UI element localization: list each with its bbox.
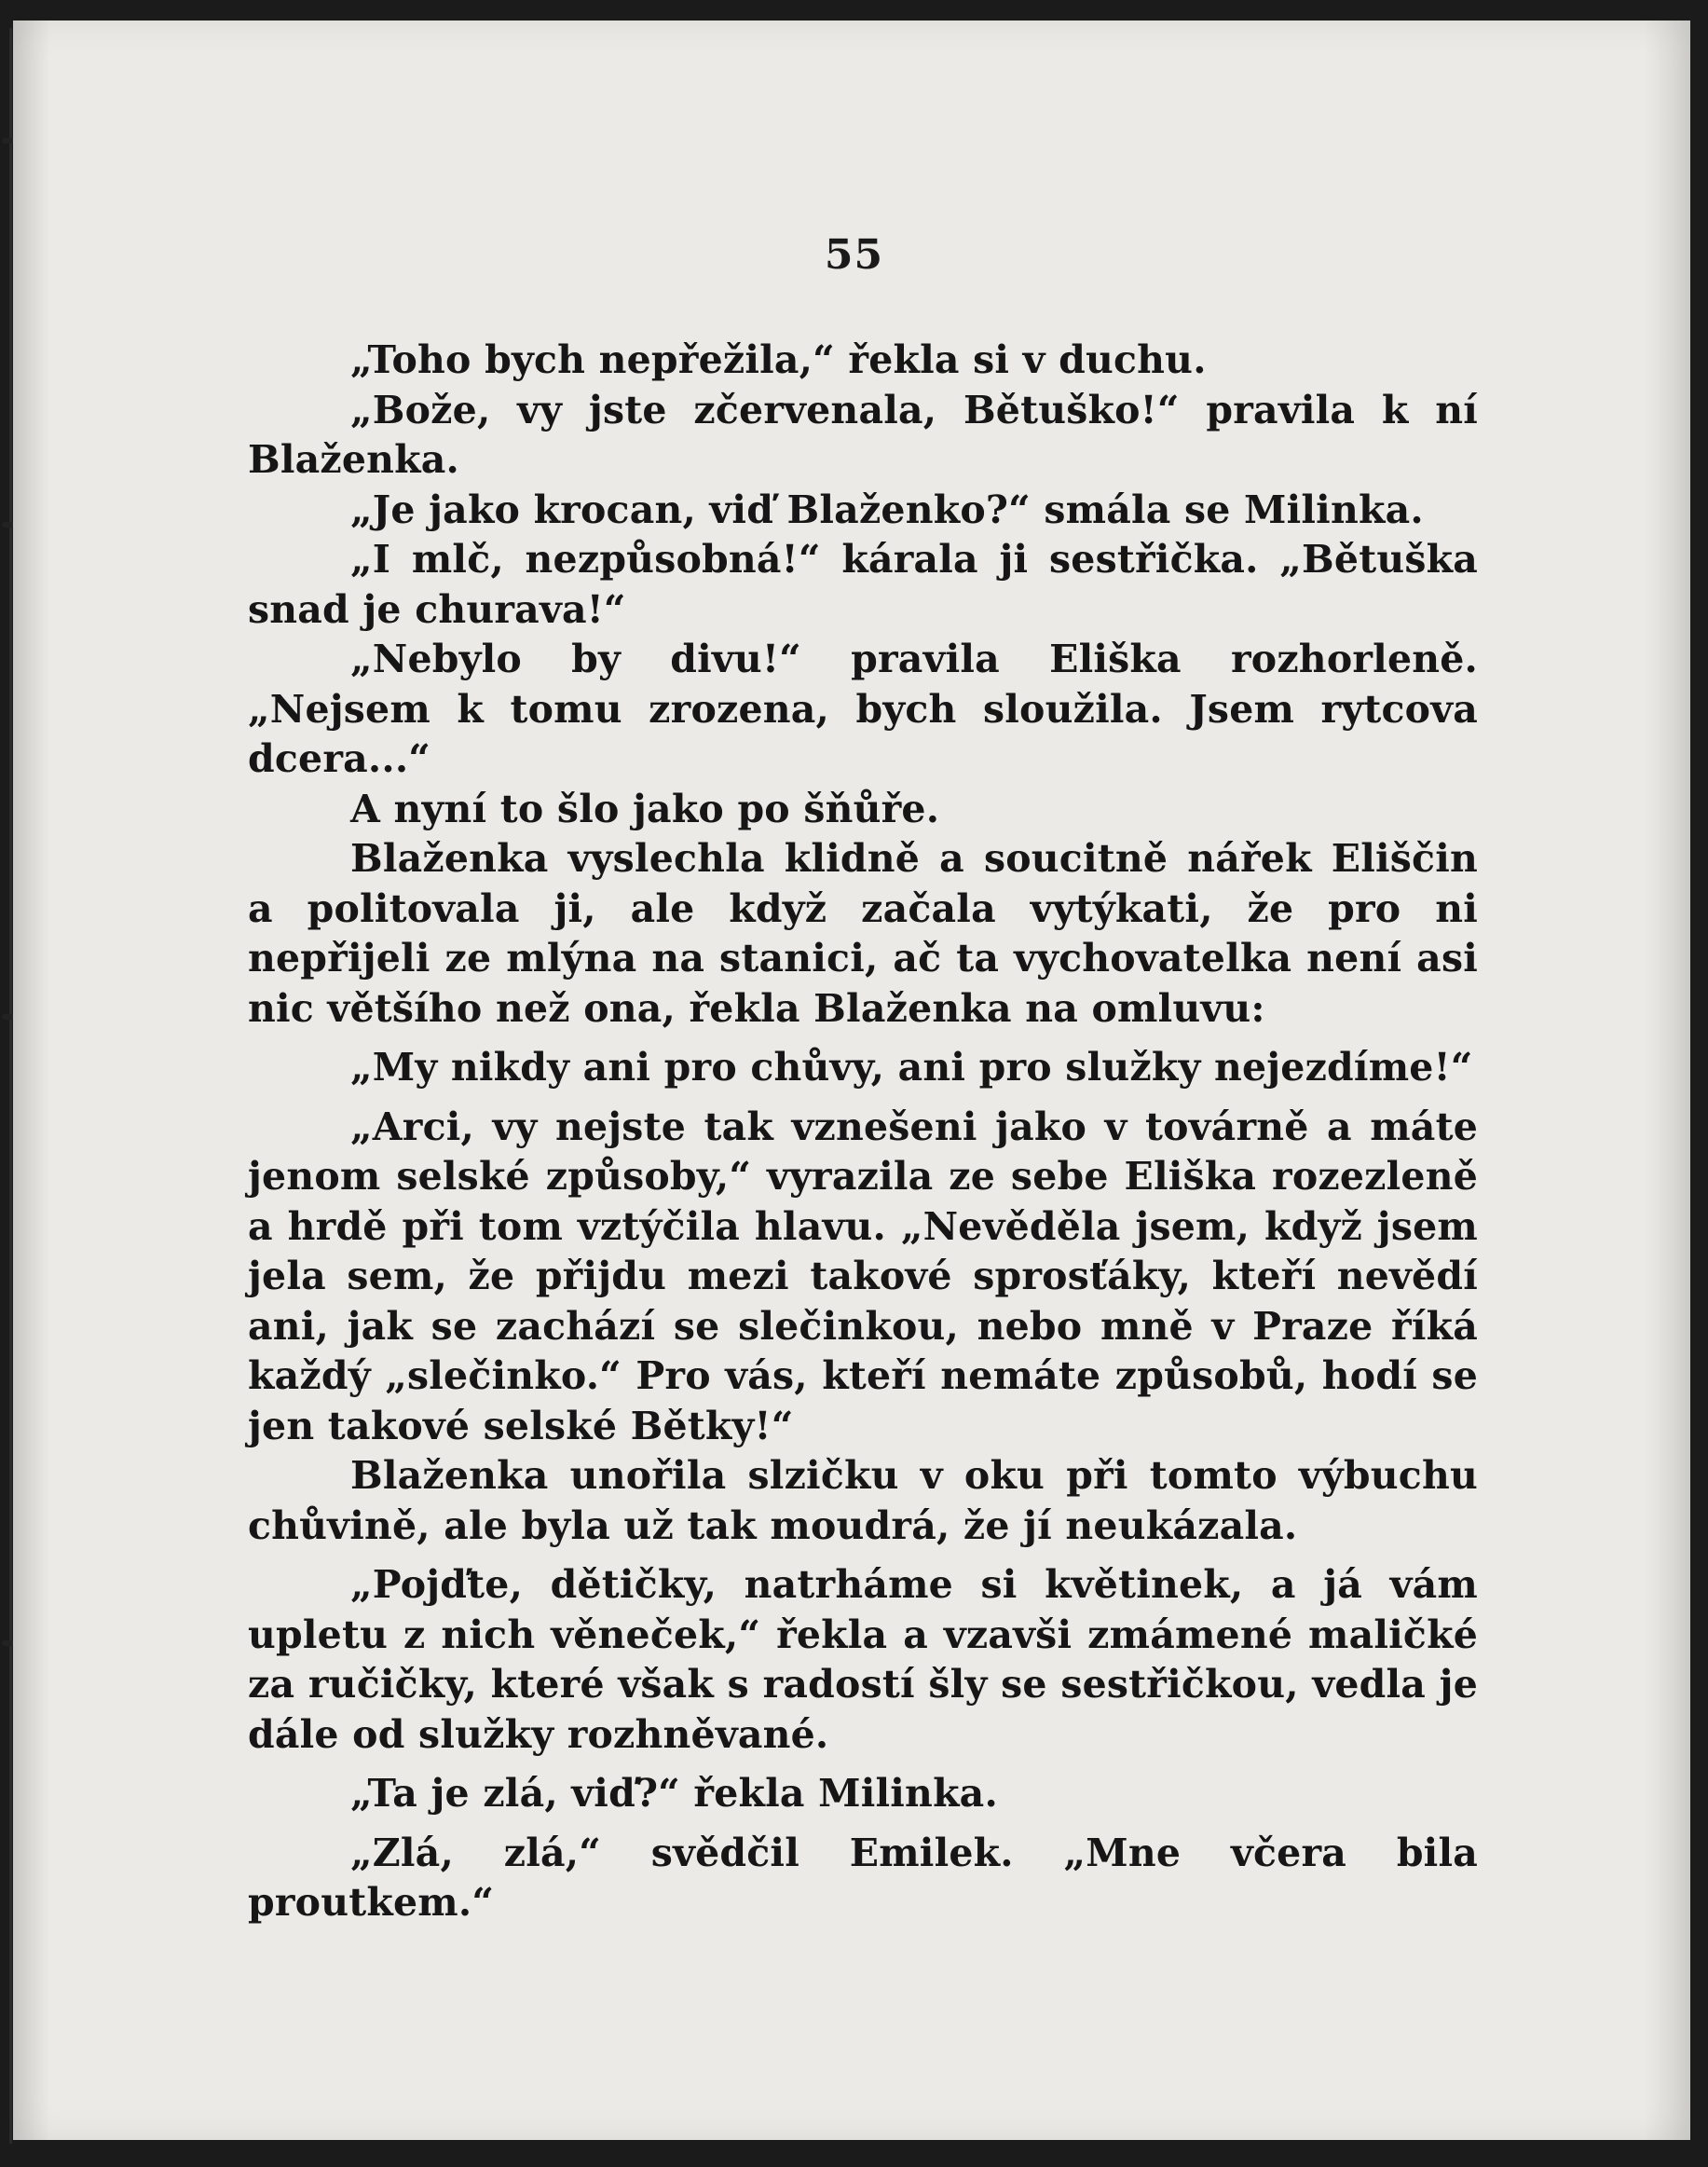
paragraph: A nyní to šlo jako po šňůře. xyxy=(350,786,940,831)
body-text xyxy=(248,336,1478,1928)
paragraph: „Bože, vy jste zčervenala, Bětuško!“ pravila k ní Blaženka. xyxy=(248,387,1478,482)
paragraph: „Je jako krocan, viď Blaženko?“ smála se Milinka. xyxy=(350,487,1424,532)
paragraph: „Ta je zlá, viď?“ řekla Milinka. xyxy=(350,1771,998,1816)
paragraph: „My nikdy ani pro chůvy, ani pro služky nejezdíme!“ xyxy=(350,1045,1473,1090)
paragraph: „Toho bych nepřežila,“ řekla si v duchu. xyxy=(350,337,1207,382)
paragraph: „Pojďte, dětičky, natrháme si květinek, a já vám upletu z nich věneček,“ řekla a vzavši zmámené maličké za ručičky, které však s radostí šly se sestřičkou, vedla je dále od služky rozhněvané. xyxy=(248,1562,1478,1757)
paragraph: Blaženka vyslechla klidně a soucitně nářek Eliščin a politovala ji, ale když začala vytýkati, že pro ni nepřijeli ze mlýna na stanici, ač ta vychovatelka není asi nic většího než ona, řekla Blaženka na omluvu: xyxy=(248,836,1478,1031)
paragraph: „Arci, vy nejste tak vznešeni jako v továrně a máte jenom selské způsoby,“ vyrazila ze sebe Eliška rozezleně a hrdě při tom vztýčila hlavu. „Nevěděla jsem, když jsem jela sem, že přijdu mezi takové sprosťáky, kteří nevědí ani, jak se zachází se slečinkou, nebo mně v Praze říká každý „slečinko.“ Pro vás, kteří nemáte způsobů, hodí se jen takové selské Bětky!“ xyxy=(248,1104,1478,1448)
paragraph: „Zlá, zlá,“ svědčil Emilek. „Mne včera bila proutkem.“ xyxy=(248,1830,1478,1925)
page-number: 55 xyxy=(824,231,884,279)
binding-edge xyxy=(9,28,12,2144)
paragraph: „Nebylo by divu!“ pravila Eliška rozhorleně. „Nejsem k tomu zrozena, bych sloužila. Jsem rytcova dcera...“ xyxy=(248,637,1478,781)
paragraph: Blaženka unořila slzičku v oku při tomto výbuchu chůvině, ale byla už tak moudrá, že jí neukázala. xyxy=(248,1453,1478,1548)
paragraph: „I mlč, nezpůsobná!“ kárala ji sestřička. „Bětuška snad je churava!“ xyxy=(248,537,1478,632)
